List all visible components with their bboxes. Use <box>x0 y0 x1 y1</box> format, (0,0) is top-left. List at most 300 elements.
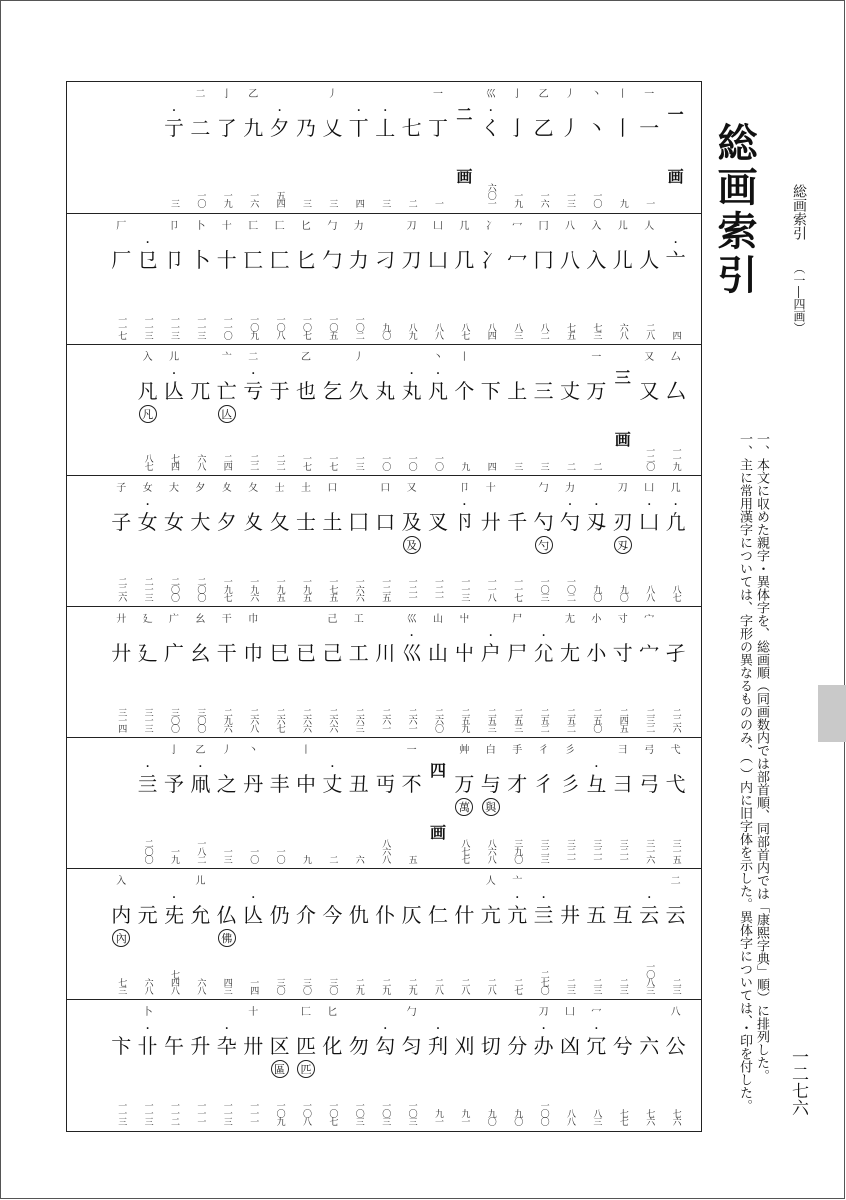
radical-label: 亅 <box>169 745 179 756</box>
index-entry[interactable] <box>346 82 372 213</box>
entry-character: 丈 <box>560 379 580 403</box>
index-entry[interactable] <box>636 869 662 1000</box>
entry-character: 女 <box>137 510 158 534</box>
page-reference: 一一八 <box>485 577 496 601</box>
entry-character: 尸 <box>507 641 528 665</box>
variant-dot-mark <box>267 502 293 510</box>
index-entry[interactable] <box>478 345 504 476</box>
page-reference: 二〇〇 <box>169 577 179 601</box>
variant-dot-mark <box>293 371 319 379</box>
index-entry[interactable] <box>610 476 636 607</box>
index-entry[interactable] <box>504 1000 530 1131</box>
index-entry[interactable] <box>399 738 425 869</box>
index-entry[interactable] <box>240 82 266 213</box>
index-entry[interactable] <box>267 607 293 738</box>
index-entry[interactable] <box>240 476 266 607</box>
index-entry[interactable] <box>636 738 662 869</box>
index-entry[interactable] <box>319 82 345 213</box>
index-entry[interactable] <box>346 214 372 345</box>
index-entry[interactable] <box>108 607 134 738</box>
entry-character: 凵 <box>428 248 448 272</box>
entry-character: 叉 <box>428 510 448 534</box>
index-entry[interactable] <box>319 607 345 738</box>
index-entry[interactable] <box>610 869 636 1000</box>
index-entry[interactable] <box>108 1000 134 1131</box>
index-entry[interactable] <box>161 476 187 607</box>
page-reference: 三一三 <box>142 708 153 732</box>
index-entry[interactable] <box>399 476 425 607</box>
index-entry[interactable] <box>504 214 530 345</box>
page-reference: 四 <box>670 331 681 339</box>
entry-character: 口 <box>375 510 396 534</box>
index-entry[interactable] <box>240 345 266 476</box>
index-entry[interactable] <box>557 345 583 476</box>
page-reference: 一七 <box>327 454 338 470</box>
variant-dot-mark <box>187 633 213 641</box>
index-entry[interactable] <box>267 476 293 607</box>
index-entry[interactable] <box>319 345 345 476</box>
index-entry[interactable] <box>663 607 689 738</box>
index-entry[interactable] <box>478 214 504 345</box>
index-entry[interactable] <box>293 869 319 1000</box>
index-entry[interactable] <box>583 1000 609 1131</box>
index-band <box>67 999 701 1130</box>
index-entry[interactable] <box>135 869 161 1000</box>
index-entry[interactable] <box>135 476 161 607</box>
entry-character: 尣 <box>533 641 554 665</box>
index-entry[interactable] <box>583 869 609 1000</box>
index-entry[interactable] <box>425 476 451 607</box>
index-entry[interactable] <box>319 476 345 607</box>
index-entry[interactable] <box>610 738 636 869</box>
index-entry[interactable] <box>610 1000 636 1131</box>
entry-character: 彑 <box>586 772 607 796</box>
index-entry[interactable] <box>187 476 213 607</box>
variant-dot-mark: ・ <box>327 762 338 773</box>
old-form-character: 內 <box>112 929 130 947</box>
entry-character: 冗 <box>586 1034 607 1058</box>
index-entry[interactable] <box>135 214 161 345</box>
index-entry[interactable] <box>161 738 187 869</box>
index-entry[interactable] <box>346 738 372 869</box>
index-entry[interactable] <box>372 82 398 213</box>
index-entry[interactable] <box>583 476 609 607</box>
entry-character: 夊 <box>243 510 264 534</box>
index-entry[interactable] <box>346 869 372 1000</box>
page-reference: 二 <box>565 462 575 470</box>
variant-dot-mark <box>663 633 689 641</box>
index-entry[interactable] <box>636 476 662 607</box>
index-entry[interactable] <box>293 82 319 213</box>
index-entry[interactable] <box>663 345 689 476</box>
variant-dot-mark <box>636 371 662 379</box>
variant-dot-mark <box>319 108 345 116</box>
index-entry[interactable] <box>399 1000 425 1131</box>
index-entry[interactable] <box>161 869 187 1000</box>
variant-dot-mark <box>636 764 662 772</box>
page-reference: 七三 <box>591 323 602 339</box>
variant-dot-mark <box>610 633 636 641</box>
index-entry[interactable] <box>531 476 557 607</box>
index-entry[interactable] <box>583 82 609 213</box>
note-2: 一、主に常用漢字については、字形の異なるもののみ、（ ）内に旧字体を示した。異体字については、・印を付した。 <box>737 432 752 1113</box>
index-entry[interactable] <box>240 607 266 738</box>
page-reference: 三一六 <box>644 839 655 863</box>
index-entry[interactable] <box>214 607 240 738</box>
entry-character: 巳 <box>269 641 290 665</box>
page-title: 総画索引 <box>711 122 758 298</box>
index-entry[interactable] <box>425 869 451 1000</box>
index-entry[interactable] <box>663 869 689 1000</box>
page-reference: 九 <box>459 462 470 470</box>
index-entry[interactable] <box>214 82 240 213</box>
radical-label: 口 <box>380 483 391 494</box>
entry-character: 亡 <box>216 379 237 403</box>
index-entry[interactable] <box>557 1000 583 1131</box>
entry-character: 亅 <box>507 116 528 140</box>
index-entry[interactable] <box>399 607 425 738</box>
index-entry[interactable] <box>425 607 451 738</box>
variant-dot-mark <box>214 764 240 772</box>
index-entry[interactable] <box>240 1000 266 1131</box>
index-entry[interactable] <box>636 214 662 345</box>
index-entry[interactable] <box>372 345 398 476</box>
radical-label: 彳 <box>538 745 549 756</box>
entry-character: 儿 <box>612 248 633 272</box>
index-entry[interactable] <box>372 869 398 1000</box>
running-range: （一―四画） <box>792 262 806 334</box>
index-entry[interactable] <box>610 214 636 345</box>
index-entry[interactable] <box>372 1000 398 1131</box>
radical-label: 二 <box>670 876 681 887</box>
page-reference: 八二 <box>538 323 549 339</box>
index-entry[interactable] <box>557 869 583 1000</box>
page-reference: 二一三 <box>142 577 153 601</box>
index-entry[interactable] <box>319 738 345 869</box>
entry-character: 冖 <box>507 248 528 272</box>
index-entry[interactable] <box>531 607 557 738</box>
index-entry[interactable] <box>399 345 425 476</box>
page-reference: 二八 <box>433 978 443 994</box>
index-entry[interactable] <box>451 214 477 345</box>
radical-label: 匚 <box>274 221 285 232</box>
entry-character: 亖 <box>533 903 554 927</box>
index-entry[interactable] <box>451 607 477 738</box>
entry-character: 冂 <box>533 248 554 272</box>
page-reference: 一〇九 <box>248 315 259 339</box>
radical-label: 凵 <box>644 483 655 494</box>
index-entry[interactable] <box>293 607 319 738</box>
index-entry[interactable] <box>161 82 187 213</box>
variant-dot-mark <box>425 502 451 510</box>
index-entry[interactable] <box>557 214 583 345</box>
entry-character: 什 <box>454 903 475 927</box>
entry-character: 之 <box>216 772 237 796</box>
index-entry[interactable] <box>478 476 504 607</box>
page-reference: 四 <box>485 462 496 470</box>
index-entry[interactable] <box>504 82 530 213</box>
entry-character: 凧 <box>190 772 211 796</box>
index-entry[interactable] <box>293 476 319 607</box>
index-entry[interactable] <box>451 1000 477 1131</box>
page-reference: 一六 <box>538 191 549 207</box>
index-entry[interactable] <box>583 214 609 345</box>
index-entry[interactable] <box>346 1000 372 1131</box>
page-reference: 一一七 <box>116 315 127 339</box>
entry-character: 凡 <box>428 379 448 403</box>
index-entry[interactable] <box>108 476 134 607</box>
index-entry[interactable] <box>161 345 187 476</box>
variant-dot-mark <box>161 764 187 772</box>
index-entry[interactable] <box>346 476 372 607</box>
page-reference: 八六八 <box>380 839 391 863</box>
variant-dot-mark: ・ <box>248 369 259 380</box>
index-entry[interactable] <box>346 345 372 476</box>
variant-dot-mark <box>293 1026 319 1034</box>
page-reference: 一 <box>433 199 443 207</box>
index-entry[interactable] <box>451 738 477 869</box>
entry-character: 土 <box>322 510 343 534</box>
index-entry[interactable] <box>504 607 530 738</box>
index-entry[interactable] <box>135 345 161 476</box>
index-entry[interactable] <box>636 82 662 213</box>
index-entry[interactable] <box>214 476 240 607</box>
page-reference: 二 <box>327 855 338 863</box>
index-entry[interactable] <box>663 214 689 345</box>
index-entry[interactable] <box>478 82 504 213</box>
index-entry[interactable] <box>425 82 451 213</box>
entry-character: 兂 <box>164 903 184 927</box>
index-entry[interactable] <box>399 869 425 1000</box>
page-reference: 一 <box>644 199 655 207</box>
index-entry[interactable] <box>531 345 557 476</box>
variant-dot-mark <box>583 240 609 248</box>
entry-character: 丿 <box>560 116 580 140</box>
variant-dot-mark <box>135 895 161 903</box>
index-entry[interactable] <box>372 476 398 607</box>
page-reference: 二七〇 <box>538 970 549 994</box>
index-entry[interactable] <box>214 738 240 869</box>
index-entry[interactable] <box>557 476 583 607</box>
variant-dot-mark <box>425 240 451 248</box>
page-reference: 一〇九 <box>274 1101 285 1125</box>
page-reference: 八八 <box>644 585 655 601</box>
index-entry[interactable] <box>636 345 662 476</box>
index-entry[interactable] <box>214 345 240 476</box>
index-entry[interactable] <box>187 214 213 345</box>
index-entry[interactable] <box>293 214 319 345</box>
radical-label: 夂 <box>248 483 259 494</box>
index-entry[interactable] <box>663 476 689 607</box>
entry-character: 午 <box>164 1034 184 1058</box>
index-entry[interactable] <box>240 738 266 869</box>
entry-character: 厶 <box>665 379 686 403</box>
variant-dot-mark <box>267 895 293 903</box>
index-entry[interactable] <box>504 476 530 607</box>
entry-character: 已 <box>296 641 316 665</box>
variant-dot-mark <box>214 108 240 116</box>
radical-label: 丶 <box>591 89 602 100</box>
index-entry[interactable] <box>240 869 266 1000</box>
index-entry[interactable] <box>425 214 451 345</box>
index-entry[interactable] <box>531 82 557 213</box>
index-entry[interactable] <box>504 345 530 476</box>
index-entry[interactable] <box>478 607 504 738</box>
index-entry[interactable] <box>319 869 345 1000</box>
index-entry[interactable] <box>267 214 293 345</box>
index-entry[interactable] <box>478 738 504 869</box>
index-entry[interactable] <box>557 607 583 738</box>
variant-dot-mark <box>372 764 398 772</box>
index-entry[interactable] <box>478 1000 504 1131</box>
index-entry[interactable] <box>478 869 504 1000</box>
index-entry[interactable] <box>267 1000 293 1131</box>
index-entry[interactable] <box>319 1000 345 1131</box>
index-entry[interactable] <box>240 214 266 345</box>
index-entry[interactable] <box>557 82 583 213</box>
index-entry[interactable] <box>214 1000 240 1131</box>
index-entry[interactable] <box>214 869 240 1000</box>
index-entry[interactable] <box>451 869 477 1000</box>
index-entry[interactable] <box>610 607 636 738</box>
index-entry[interactable] <box>531 1000 557 1131</box>
index-entry[interactable] <box>399 214 425 345</box>
entry-character: 广 <box>164 641 184 665</box>
index-entry[interactable] <box>451 476 477 607</box>
index-entry[interactable] <box>583 738 609 869</box>
index-entry[interactable] <box>187 738 213 869</box>
index-entry[interactable] <box>319 214 345 345</box>
index-entry[interactable] <box>187 1000 213 1131</box>
index-entry[interactable] <box>187 607 213 738</box>
radical-label: 丿 <box>327 89 338 100</box>
entry-character: 万 <box>454 772 475 796</box>
index-entry[interactable] <box>267 869 293 1000</box>
index-entry[interactable] <box>451 345 477 476</box>
variant-dot-mark <box>319 502 345 510</box>
index-entry[interactable] <box>531 869 557 1000</box>
index-entry[interactable] <box>187 345 213 476</box>
radical-label: 夕 <box>195 483 206 494</box>
entry-character: 互 <box>612 903 633 927</box>
page-reference: 二二 <box>248 454 259 470</box>
index-entry[interactable] <box>135 738 161 869</box>
index-entry[interactable] <box>267 738 293 869</box>
entry-character: 廾 <box>111 641 132 665</box>
entry-character: 士 <box>296 510 316 534</box>
variant-dot-mark <box>399 240 425 248</box>
index-entry[interactable] <box>636 1000 662 1131</box>
index-entry[interactable] <box>399 82 425 213</box>
entry-character: 冫 <box>480 248 501 272</box>
variant-dot-mark <box>583 108 609 116</box>
radical-label: 一 <box>406 745 417 756</box>
variant-dot-mark <box>346 502 372 510</box>
variant-dot-mark <box>293 895 319 903</box>
page-reference: 一一〇 <box>221 315 232 339</box>
index-entry[interactable] <box>425 1000 451 1131</box>
page-reference: 二二六 <box>670 708 681 732</box>
index-entry[interactable] <box>557 738 583 869</box>
index-entry[interactable] <box>161 214 187 345</box>
variant-dot-mark: ・ <box>485 106 496 117</box>
page-reference: 七五 <box>565 323 575 339</box>
page-reference: 二八 <box>459 978 470 994</box>
entry-character: 勹 <box>322 248 343 272</box>
index-entry[interactable] <box>293 1000 319 1131</box>
index-entry[interactable] <box>425 345 451 476</box>
variant-dot-mark: ・ <box>512 893 523 904</box>
index-entry[interactable] <box>108 869 134 1000</box>
index-entry[interactable] <box>372 214 398 345</box>
entry-character: 一 <box>639 116 660 140</box>
old-form-character: 與 <box>482 798 500 816</box>
index-band <box>67 606 701 737</box>
index-entry[interactable] <box>161 607 187 738</box>
index-entry[interactable] <box>187 869 213 1000</box>
variant-dot-mark <box>557 1026 583 1034</box>
index-entry[interactable] <box>610 82 636 213</box>
entry-character: 分 <box>507 1034 528 1058</box>
index-grid <box>66 81 702 1132</box>
index-entry[interactable] <box>293 738 319 869</box>
entry-character: 仄 <box>401 903 422 927</box>
page-reference: 一〇五 <box>327 315 338 339</box>
variant-dot-mark <box>504 108 530 116</box>
index-entry[interactable] <box>663 1000 689 1131</box>
radical-label: 勹 <box>327 221 338 232</box>
index-entry[interactable] <box>161 1000 187 1131</box>
variant-dot-mark: ・ <box>670 238 681 249</box>
entry-character: 介 <box>296 903 316 927</box>
entry-character: 廴 <box>137 641 158 665</box>
variant-dot-mark <box>663 371 689 379</box>
stroke-count-header-suffix: 画 <box>667 167 684 186</box>
index-entry[interactable] <box>636 607 662 738</box>
index-entry[interactable] <box>267 345 293 476</box>
index-entry[interactable] <box>504 738 530 869</box>
entry-character: 子 <box>111 510 132 534</box>
index-entry[interactable] <box>267 82 293 213</box>
index-entry[interactable] <box>187 82 213 213</box>
index-entry[interactable] <box>214 214 240 345</box>
radical-label: 山 <box>433 614 443 625</box>
radical-label: 勹 <box>538 483 549 494</box>
index-entry[interactable] <box>108 214 134 345</box>
index-entry[interactable] <box>504 869 530 1000</box>
radical-label: 十 <box>248 1007 259 1018</box>
index-entry[interactable] <box>663 738 689 869</box>
entry-character: 亠 <box>665 248 686 272</box>
index-entry[interactable] <box>346 607 372 738</box>
index-entry[interactable] <box>293 345 319 476</box>
index-entry[interactable] <box>372 738 398 869</box>
variant-dot-mark: ・ <box>406 369 417 380</box>
entry-character: 屮 <box>454 641 475 665</box>
variant-dot-mark <box>451 895 477 903</box>
index-entry[interactable] <box>135 1000 161 1131</box>
variant-dot-mark <box>293 764 319 772</box>
page-reference: 一一三 <box>142 1101 153 1125</box>
page-reference: 六八 <box>142 978 153 994</box>
index-entry[interactable] <box>583 345 609 476</box>
index-entry[interactable] <box>135 607 161 738</box>
index-entry[interactable] <box>531 738 557 869</box>
index-entry[interactable] <box>583 607 609 738</box>
radical-label: 八 <box>565 221 575 232</box>
index-entry[interactable] <box>372 607 398 738</box>
index-entry[interactable] <box>531 214 557 345</box>
